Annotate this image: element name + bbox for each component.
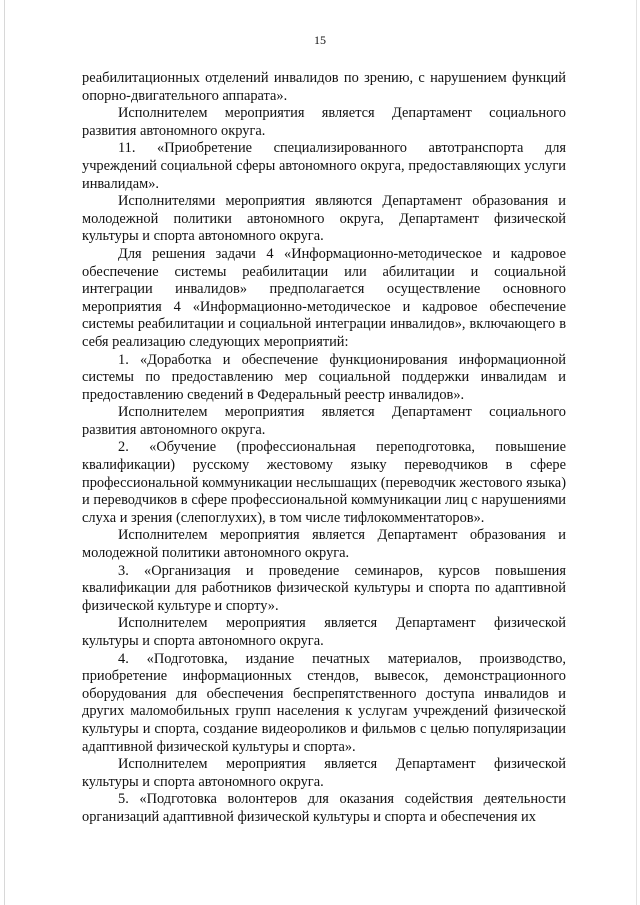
scan-edge-left bbox=[4, 0, 5, 905]
paragraph: 3. «Организация и проведение семинаров, курсов повышения квалификации для работников физической культуры и спорта по адаптивной физической культуре и спорту». bbox=[82, 562, 566, 614]
paragraph: 5. «Подготовка волонтеров для оказания содействия деятельности организаций адаптивной физической культуры и спорта и обеспечения их bbox=[82, 791, 566, 825]
paragraph: Исполнителями мероприятия являются Департамент образования и молодежной политики автономного округа, Департамент физической культуры и спорта автономного округа. bbox=[82, 193, 566, 245]
paragraph: Исполнителем мероприятия является Департамент социального развития автономного округа. bbox=[82, 404, 566, 438]
scan-edge-right bbox=[636, 0, 637, 905]
paragraph: Исполнителем мероприятия является Департамент образования и молодежной политики автономного округа. bbox=[82, 527, 566, 562]
page-number: 15 bbox=[314, 33, 326, 47]
paragraph: Для решения задачи 4 «Информационно-методическое и кадровое обеспечение системы реабилитации или абилитации и социальной интеграции инвалидов» предполагается осуществление основного мероприятия 4 «Информационно-методическое и кадровое обеспечение системы реабилитации и социальной интеграции инвалидов», включающего в себя реализацию следующих мероприятий: bbox=[82, 245, 566, 350]
paragraph: Исполнителем мероприятия является Департамент физической культуры и спорта автономного округа. bbox=[82, 615, 566, 649]
paragraph: Исполнителем мероприятия является Департамент физической культуры и спорта автономного округа. bbox=[82, 756, 566, 790]
paragraph: реабилитационных отделений инвалидов по зрению, с нарушением функций опорно-двигательного аппарата». bbox=[82, 70, 566, 104]
paragraph: Исполнителем мероприятия является Департамент социального развития автономного округа. bbox=[82, 105, 566, 139]
paragraph: 1. «Доработка и обеспечение функционирования информационной системы по предоставлению мер социальной поддержки инвалидам и предоставлению сведений в Федеральный реестр инвалидов». bbox=[82, 351, 566, 403]
paragraph: 4. «Подготовка, издание печатных материалов, производство, приобретение информационных стендов, вывесок, демонстрационного оборудования для обеспечения беспрепятственного доступа инвалидов и других маломобильных групп населения к услугам учреждений физической культуры и спорта, создание видеороликов и фильмов с целью популяризации адаптивной физической культуры и спорта». bbox=[82, 650, 566, 755]
document-body bbox=[82, 70, 566, 827]
paragraph: 11. «Приобретение специализированного автотранспорта для учреждений социальной сферы автономного округа, предоставляющих услуги инвалидам». bbox=[82, 140, 566, 192]
paragraph: 2. «Обучение (профессиональная переподготовка, повышение квалификации) русскому жестовому языку переводчиков в сфере профессиональной коммуникации неслышащих (переводчик жестового языка) и переводчиков в сфере профессиональной коммуникации лиц с нарушениями слуха и зрения (слепоглухих), в том числе тифлокомментаторов». bbox=[82, 439, 566, 526]
